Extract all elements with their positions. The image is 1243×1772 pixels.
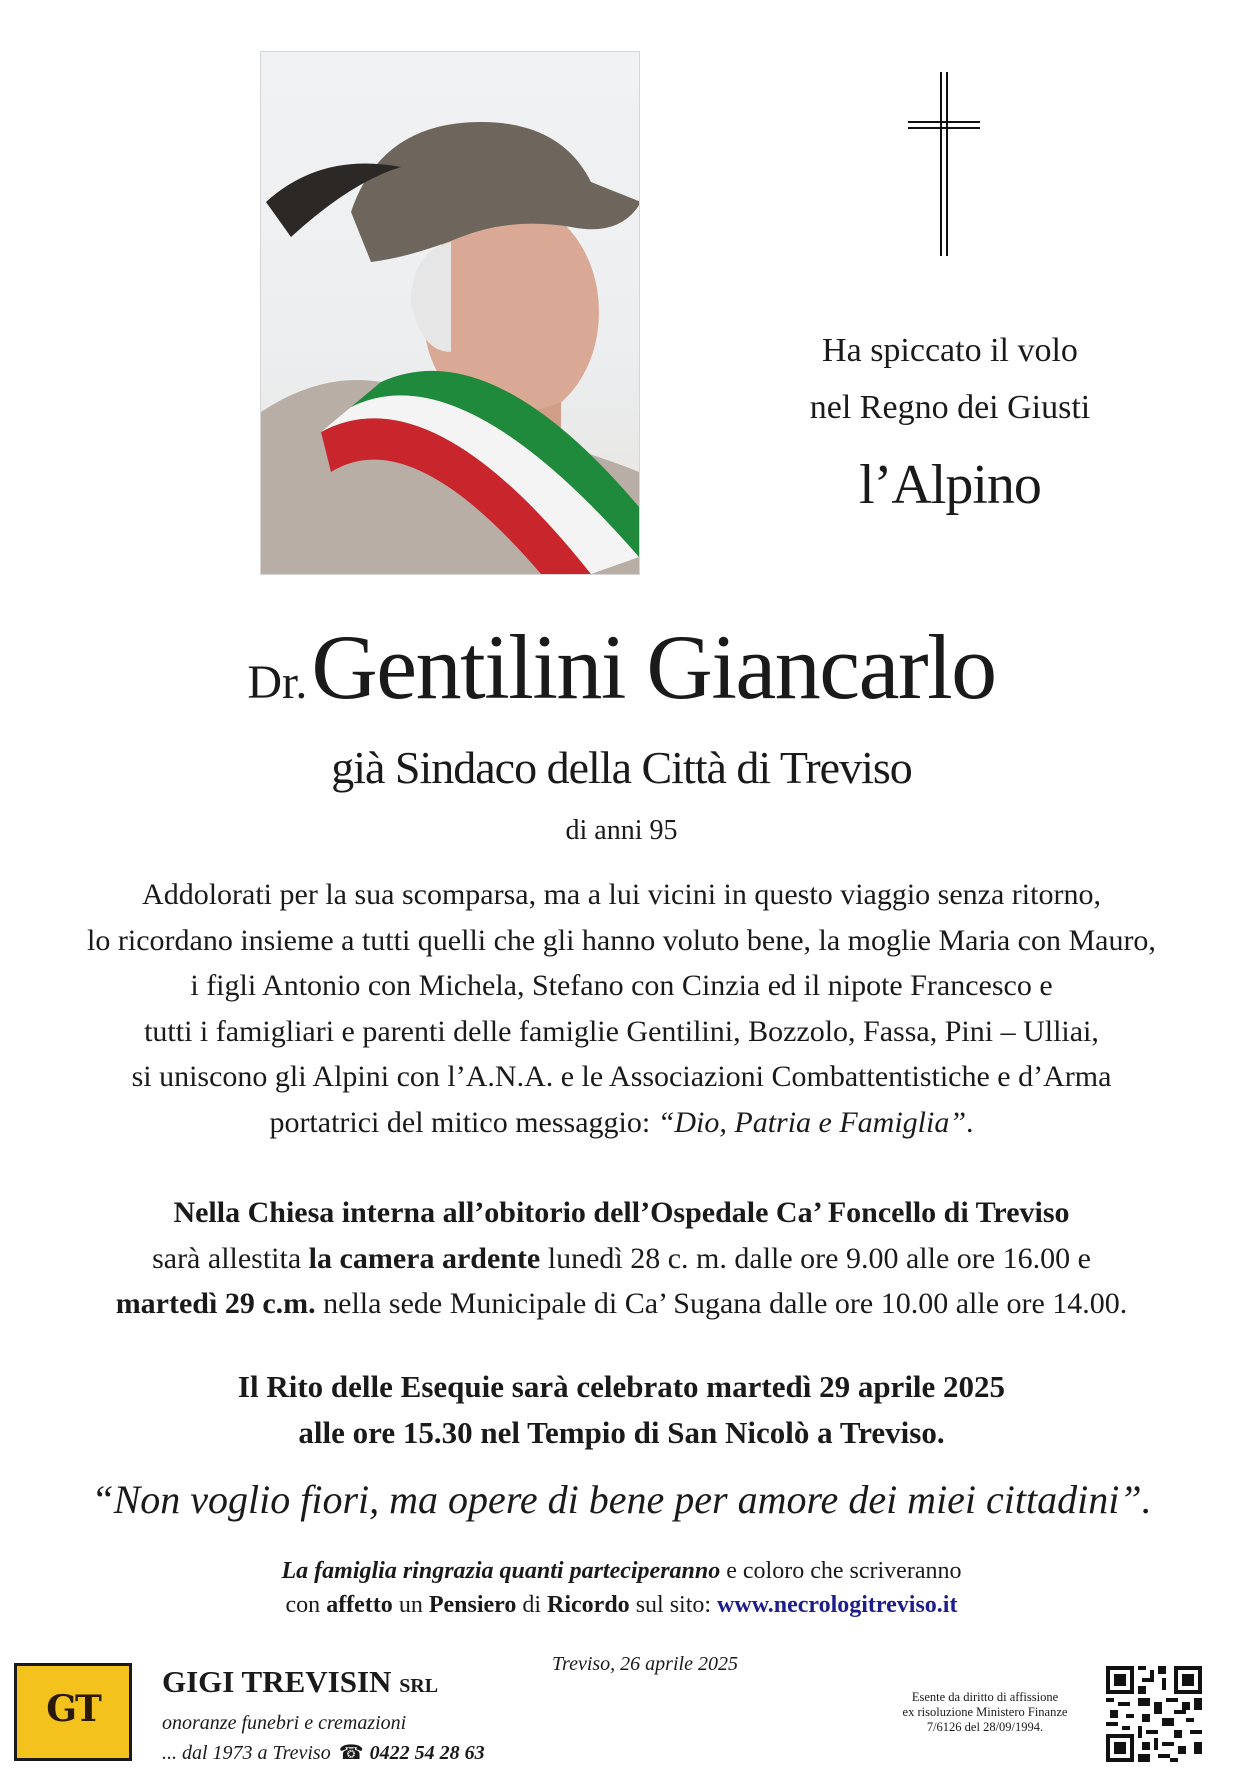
viewing-text: sarà allestita — [152, 1241, 309, 1275]
announcement-line6-end: . — [966, 1105, 974, 1139]
announcement-text — [0, 872, 1243, 1145]
portrait-illustration — [261, 52, 639, 574]
announcement-line: i figli Antonio con Michela, Stefano con Cinzia ed il nipote Francesco e — [190, 969, 1053, 1002]
company-since: ... dal 1973 a Treviso — [162, 1742, 331, 1764]
thanks-pensiero: Pensiero — [428, 1592, 517, 1618]
funeral-info — [0, 1364, 1243, 1456]
thanks-line-2 — [0, 1588, 1243, 1622]
thanks-family: La famiglia ringrazia quanti parteciperanno — [281, 1558, 721, 1584]
thanks-text-part: sul sito: — [629, 1592, 718, 1618]
company-services: onoranze funebri e cremazioni — [162, 1712, 407, 1734]
announcement-line: si uniscono gli Alpini con l’A.N.A. e le Associazioni Combattentistiche e d’Arma — [131, 1060, 1112, 1093]
motto: “Dio, Patria e Famiglia” — [657, 1105, 967, 1139]
thanks-text-part: con — [285, 1592, 327, 1618]
thanks-affetto: affetto — [326, 1592, 393, 1618]
announcement-line — [0, 1100, 1243, 1146]
logo-text: GT — [46, 1688, 100, 1730]
viewing-line-2 — [0, 1236, 1243, 1282]
viewing-date: martedì 29 c.m. — [115, 1287, 316, 1320]
viewing-camera-ardente: la camera ardente — [308, 1241, 541, 1275]
funeral-line-1: Il Rito delle Esequie sarà celebrato martedì 29 aprile 2025 — [237, 1369, 1006, 1404]
announcement-line: Addolorati per la sua scomparsa, ma a lui vicini in questo viaggio senza ritorno, — [142, 878, 1101, 911]
deceased-name-line — [0, 614, 1243, 720]
intro-line-1: Ha spiccato il volo — [822, 332, 1078, 369]
company-suffix: SRL — [399, 1675, 439, 1697]
qr-code-icon[interactable] — [1106, 1666, 1202, 1762]
viewing-line-3 — [0, 1281, 1243, 1327]
deceased-age: di anni 95 — [565, 815, 678, 846]
company-since-line — [162, 1740, 485, 1765]
exemption-line: ex risoluzione Ministero Finanze — [902, 1705, 1068, 1719]
viewing-text: lunedì 28 c. m. dalle ore 9.00 alle ore 16.00 e — [540, 1241, 1091, 1275]
viewing-heading: Nella Chiesa interna all’obitorio dell’Ospedale Ca’ Foncello di Treviso — [173, 1196, 1070, 1229]
quote: “Non voglio fiori, ma opere di bene per amore dei miei cittadini”. — [91, 1477, 1152, 1522]
thanks-text-part: e coloro che scriveranno — [720, 1558, 962, 1584]
viewing-text: nella sede Municipale di Ca’ Sugana dalle ore 10.00 alle ore 14.00. — [315, 1287, 1128, 1320]
thanks-ricordo: Ricordo — [547, 1592, 630, 1618]
company-name-text: GIGI TREVISIN — [162, 1664, 392, 1699]
exemption-line: Esente da diritto di affissione — [911, 1690, 1059, 1704]
viewing-info — [0, 1190, 1243, 1327]
deceased-name: Gentilini Giancarlo — [311, 616, 996, 718]
thanks-text — [0, 1554, 1243, 1622]
thanks-text-part: un — [392, 1592, 429, 1618]
deceased-office: già Sindaco della Città di Treviso — [331, 742, 912, 793]
funeral-line-2: alle ore 15.30 nel Tempio di San Nicolò a Treviso. — [298, 1415, 945, 1450]
exemption-note — [880, 1690, 1090, 1735]
announcement-line: tutti i famigliari e parenti delle famiglie Gentilini, Bozzolo, Fassa, Pini – Ulliai, — [144, 1014, 1099, 1048]
notice-date: Treviso, 26 aprile 2025 — [552, 1653, 738, 1675]
thanks-line-1 — [0, 1554, 1243, 1588]
cross-icon — [908, 72, 980, 256]
intro-title: l’Alpino — [859, 454, 1041, 516]
company-logo — [14, 1663, 132, 1761]
thanks-text-part: di — [516, 1592, 548, 1618]
company-name — [162, 1664, 438, 1700]
name-prefix: Dr. — [247, 656, 308, 709]
phone-icon: ☎ — [338, 1742, 364, 1764]
exemption-line: 7/6126 del 28/09/1994. — [926, 1720, 1044, 1734]
announcement-line6-text: portatrici del mitico messaggio: — [269, 1105, 658, 1139]
company-phone: 0422 54 28 63 — [369, 1742, 485, 1764]
announcement-line: lo ricordano insieme a tutti quelli che gli hanno voluto bene, la moglie Maria con Mauro, — [87, 923, 1156, 957]
portrait-photo — [260, 51, 640, 575]
website-link[interactable]: www.necrologitreviso.it — [717, 1592, 958, 1618]
intro-line-2: nel Regno dei Giusti — [809, 389, 1091, 426]
